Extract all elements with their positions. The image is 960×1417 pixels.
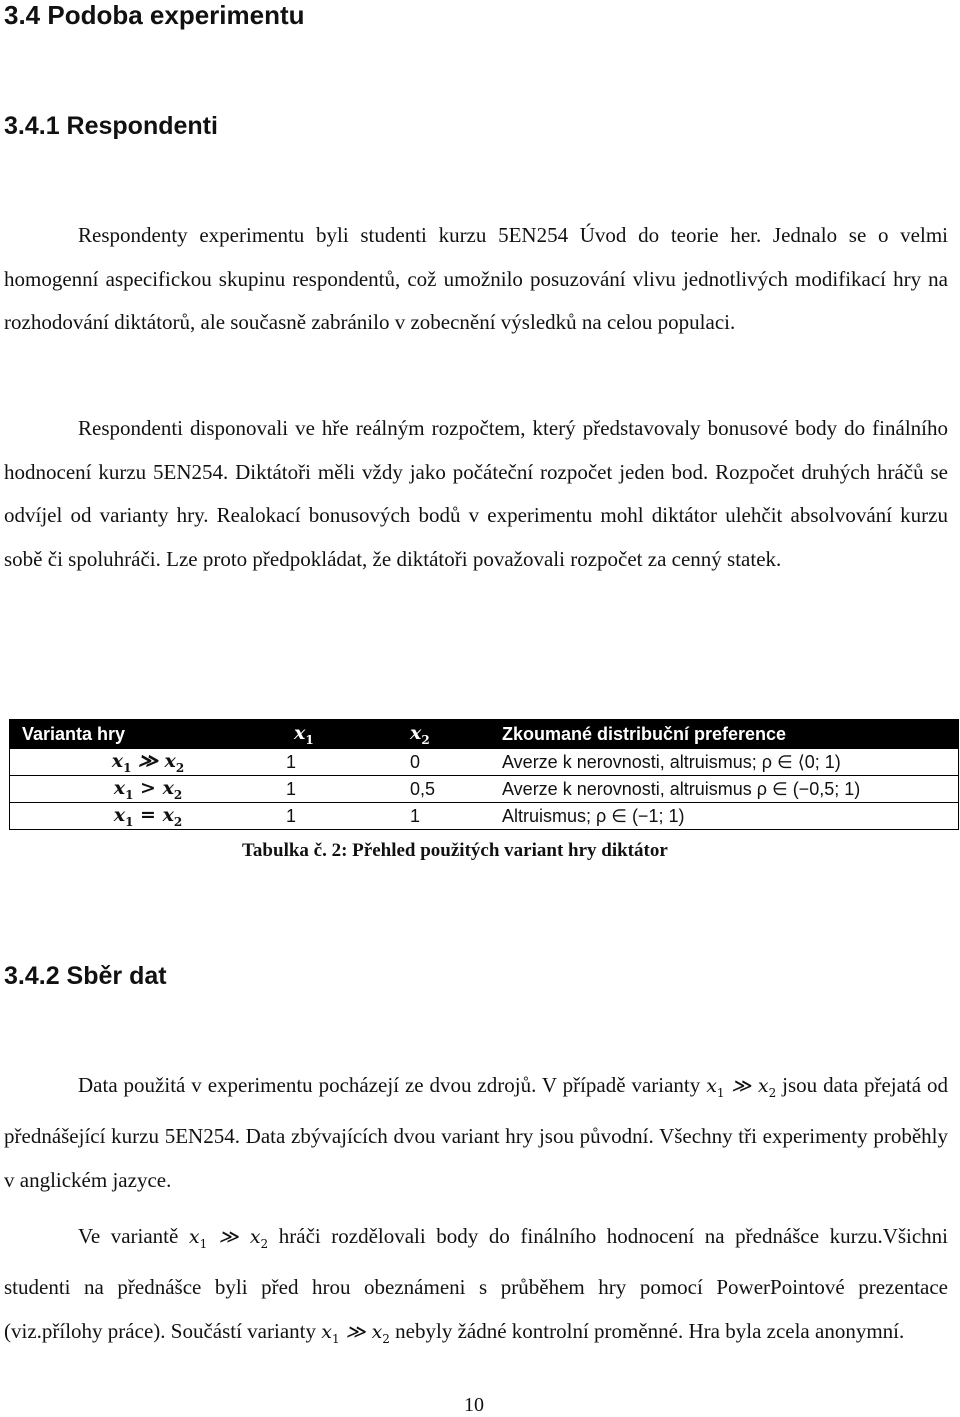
header-x2: $x_2$	[402, 720, 494, 749]
math-variant: $x_1$ ≫ $x_2$	[706, 1075, 777, 1100]
subsection-heading-respondenti: 3.4.1 Respondenti	[4, 112, 218, 140]
math-variant: $x_1$ ≫ $x_2$	[188, 1226, 269, 1251]
table-cell-x1: 1	[286, 749, 402, 776]
table-caption: Tabulka č. 2: Přehled použitých variant hry diktátor	[242, 840, 668, 861]
paragraph-text-part: Data použitá v experimentu pocházejí ze dvou zdrojů. V případě varianty	[78, 1073, 701, 1097]
header-x1: $x_1$	[286, 720, 402, 749]
table-cell-variant: $x_1 > x_2$	[10, 776, 287, 803]
paragraph-text	[4, 1215, 948, 1361]
page-number: 10	[464, 1394, 484, 1416]
table-cell-preference: Averze k nerovnosti, altruismus; ρ ∈ ⟨0; 1)	[494, 749, 959, 776]
paragraph-text-part: Ve variantě	[78, 1224, 179, 1248]
table-header-row	[10, 720, 959, 749]
table-cell-variant: $x_1$ ≫ $x_2$	[10, 749, 287, 776]
math-variant: $x_1$ ≫ $x_2$	[321, 1320, 390, 1346]
table-cell-x2: 1	[402, 803, 494, 830]
table-row	[10, 776, 959, 803]
paragraph-budget	[4, 407, 948, 581]
variants-table	[9, 719, 959, 830]
paragraph-text-part: jsou data přejatá od přednášející kurzu 5EN254. Data zbývajících dvou variant hry jsou původní. Všechny tři experimenty proběhly v anglickém jazyce.	[4, 1073, 949, 1192]
paragraph-procedure	[4, 1215, 948, 1361]
table-cell-preference: Averze k nerovnosti, altruismus ρ ∈ (−0,5; 1)	[494, 776, 959, 803]
table-cell-x1: 1	[286, 803, 402, 830]
paragraph-text-part: hráči rozdělovali body do finálního hodnocení na přednášce kurzu.Všichni studenti na přednášce byli před hrou obeznámeni s průběhem hry pomocí PowerPointové prezentace (viz.přílohy práce). Součástí varianty	[4, 1224, 949, 1343]
header-preferences: Zkoumané distribuční preference	[494, 720, 959, 749]
paragraph-text: Respondenti disponovali ve hře reálným rozpočtem, který představovaly bonusové body do finálního hodnocení kurzu 5EN254. Diktátoři měli vždy jako počáteční rozpočet jeden bod. Rozpočet druhých hráčů se odvíjel od varianty hry. Realokací bonusových bodů v experimentu mohl diktátor ulehčit absolvování kurzu sobě či spoluhráči. Lze proto předpokládat, že diktátoři považovali rozpočet za cenný statek.	[4, 416, 948, 571]
paragraph-text	[4, 1064, 948, 1203]
paragraph-text: Respondenty experimentu byli studenti kurzu 5EN254 Úvod do teorie her. Jednalo se o velmi homogenní aspecifickou skupinu respondentů, což umožnilo posuzování vlivu jednotlivých modifikací hry na rozhodování diktátorů, ale současně zabránilo v zobecnění výsledků na celou populaci.	[4, 223, 948, 335]
table-cell-x2: 0	[402, 749, 494, 776]
subsection-heading-sber-dat: 3.4.2 Sběr dat	[4, 962, 167, 990]
table-row	[10, 803, 959, 830]
table-cell-x1: 1	[286, 776, 402, 803]
paragraph-data-sources	[4, 1064, 948, 1203]
header-variant: Varianta hry	[10, 720, 287, 749]
table-cell-preference: Altruismus; ρ ∈ (−1; 1)	[494, 803, 959, 830]
table-cell-variant: $x_1 = x_2$	[10, 803, 287, 830]
table-cell-x2: 0,5	[402, 776, 494, 803]
section-heading: 3.4 Podoba experimentu	[4, 0, 305, 30]
paragraph-text-part: nebyly žádné kontrolní proměnné. Hra byla zcela anonymní.	[395, 1318, 905, 1343]
table-row	[10, 749, 959, 776]
paragraph-respondents-intro	[4, 214, 948, 345]
